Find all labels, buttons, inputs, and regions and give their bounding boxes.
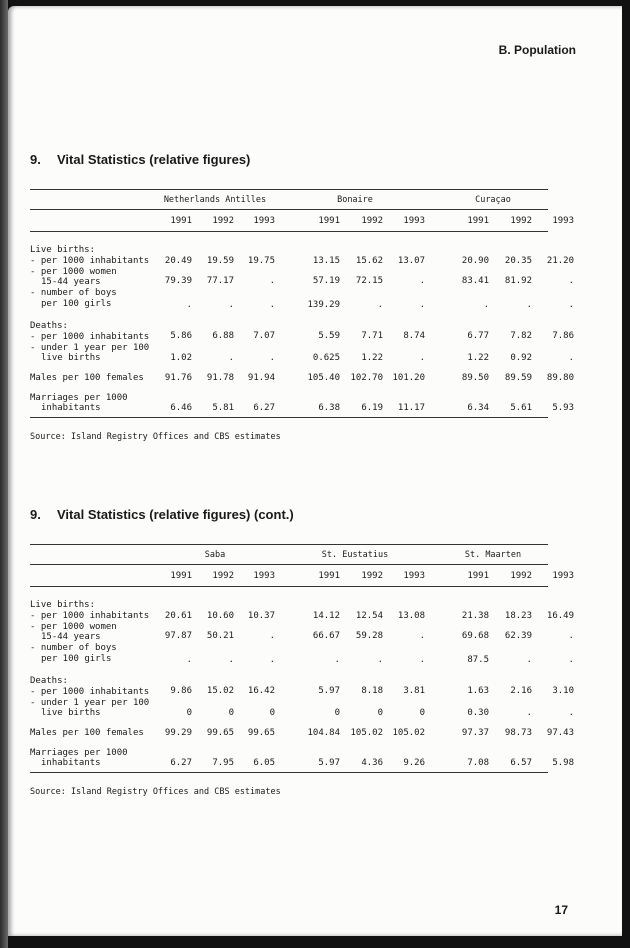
table-cell: 59.28 xyxy=(355,631,383,641)
year-header: 1992 xyxy=(212,571,234,581)
table-cell: 7.07 xyxy=(253,331,275,341)
table-cell: . xyxy=(377,300,383,310)
table-cell: 5.81 xyxy=(212,403,234,413)
table-cell: 6.46 xyxy=(170,403,192,413)
row-label: - per 1000 inhabitants xyxy=(30,332,150,342)
table-cell: 91.94 xyxy=(247,373,275,383)
table-cell: 7.71 xyxy=(361,331,383,341)
table-cell: 0 xyxy=(334,708,340,718)
table-cell: 10.60 xyxy=(206,611,234,621)
table-cell: 98.73 xyxy=(504,728,532,738)
row-label: Males per 100 females xyxy=(30,373,144,383)
row-label: - under 1 year per 100 xyxy=(30,698,150,708)
table-cell: 1.02 xyxy=(170,353,192,363)
table-cell: . xyxy=(568,276,574,286)
table-cell: 6.57 xyxy=(510,758,532,768)
table-cell: . xyxy=(269,300,275,310)
table-cell: . xyxy=(228,353,234,363)
row-label: Marriages per 1000 xyxy=(30,393,128,403)
table-cell: 97.87 xyxy=(164,631,192,641)
table-cell: . xyxy=(419,276,425,286)
table-cell: 6.27 xyxy=(253,403,275,413)
table-title-text: Vital Statistics (relative figures) xyxy=(57,152,251,167)
table-cell: 83.41 xyxy=(461,276,489,286)
table-cell: . xyxy=(186,300,192,310)
table-cell: 5.86 xyxy=(170,331,192,341)
table-cell: 139.29 xyxy=(307,300,340,310)
table-cell: . xyxy=(568,300,574,310)
year-header: 1992 xyxy=(510,571,532,581)
table-cell: 6.88 xyxy=(212,331,234,341)
table-cell: 13.15 xyxy=(312,256,340,266)
table-cell: 1.22 xyxy=(467,353,489,363)
table-cell: . xyxy=(377,655,383,665)
table-cell: 0 xyxy=(186,708,192,718)
table-cell: 3.81 xyxy=(403,686,425,696)
table-cell: 5.97 xyxy=(318,758,340,768)
column-group-header: Saba xyxy=(204,550,226,560)
table-cell: 1.22 xyxy=(361,353,383,363)
table-cell: . xyxy=(526,708,532,718)
table-cell: 19.59 xyxy=(206,256,234,266)
table-cell: 10.37 xyxy=(247,611,275,621)
table-cell: 0.625 xyxy=(312,353,340,363)
page-number: 17 xyxy=(554,903,568,917)
table-cell: . xyxy=(419,300,425,310)
table-bottom-rule xyxy=(30,772,548,773)
column-group-header: St. Eustatius xyxy=(321,550,389,560)
row-label: - under 1 year per 100 xyxy=(30,343,150,353)
table-cell: 21.20 xyxy=(546,256,574,266)
table-cell: . xyxy=(228,655,234,665)
table-cell: 21.38 xyxy=(461,611,489,621)
table-cell: . xyxy=(334,655,340,665)
row-label: - per 1000 inhabitants xyxy=(30,687,150,697)
table-cell: . xyxy=(526,655,532,665)
table-cell: 0 xyxy=(377,708,383,718)
row-label: - per 1000 women xyxy=(30,267,117,277)
header-mid-rule xyxy=(30,564,548,565)
table-cell: . xyxy=(568,353,574,363)
table-cell: 97.37 xyxy=(461,728,489,738)
table-cell: . xyxy=(483,300,489,310)
table-cell: . xyxy=(269,631,275,641)
row-label: - per 1000 inhabitants xyxy=(30,256,150,266)
header-bottom-rule xyxy=(30,586,548,587)
table-cell: 89.59 xyxy=(504,373,532,383)
table-cell: 8.74 xyxy=(403,331,425,341)
table-cell: 20.61 xyxy=(164,611,192,621)
page-binding-edge xyxy=(0,0,8,948)
table-cell: 5.93 xyxy=(552,403,574,413)
year-header: 1992 xyxy=(212,216,234,226)
table-cell: . xyxy=(419,631,425,641)
table-cell: 14.12 xyxy=(312,611,340,621)
table-cell: 16.42 xyxy=(247,686,275,696)
table-cell: . xyxy=(186,655,192,665)
table-top-rule xyxy=(30,544,548,545)
table-cell: 99.29 xyxy=(164,728,192,738)
section-header: B. Population xyxy=(498,43,576,57)
table-cell: 15.02 xyxy=(206,686,234,696)
table-cell: . xyxy=(269,276,275,286)
table-cell: 102.70 xyxy=(350,373,383,383)
table-cell: 9.26 xyxy=(403,758,425,768)
table-cell: . xyxy=(419,655,425,665)
table-cell: 12.54 xyxy=(355,611,383,621)
table-cell: 2.16 xyxy=(510,686,532,696)
table-cell: 104.84 xyxy=(307,728,340,738)
table-cell: 89.50 xyxy=(461,373,489,383)
table-cell: 7.08 xyxy=(467,758,489,768)
year-header: 1991 xyxy=(467,216,489,226)
column-group-header: Netherlands Antilles xyxy=(163,195,267,205)
year-header: 1993 xyxy=(552,571,574,581)
table-cell: 8.18 xyxy=(361,686,383,696)
table-cell: 1.63 xyxy=(467,686,489,696)
table-cell: 99.65 xyxy=(206,728,234,738)
year-header: 1993 xyxy=(403,571,425,581)
table-cell: 9.86 xyxy=(170,686,192,696)
table-cell: . xyxy=(269,655,275,665)
row-label: live births xyxy=(41,353,101,363)
table-cell: 6.27 xyxy=(170,758,192,768)
table-cell: 4.36 xyxy=(361,758,383,768)
table-cell: . xyxy=(568,655,574,665)
row-label: Live births: xyxy=(30,245,96,255)
table-cell: 5.98 xyxy=(552,758,574,768)
table-cell: . xyxy=(228,300,234,310)
year-header: 1993 xyxy=(253,571,275,581)
table-cell: 97.43 xyxy=(546,728,574,738)
table-bottom-rule xyxy=(30,417,548,418)
table-cell: 66.67 xyxy=(312,631,340,641)
year-header: 1991 xyxy=(467,571,489,581)
table-cell: . xyxy=(568,708,574,718)
table-top-rule xyxy=(30,189,548,190)
row-label: - number of boys xyxy=(30,288,117,298)
year-header: 1992 xyxy=(510,216,532,226)
table-cell: 16.49 xyxy=(546,611,574,621)
table-number: 9. xyxy=(30,507,41,522)
year-header: 1992 xyxy=(361,216,383,226)
table-cell: 5.59 xyxy=(318,331,340,341)
year-header: 1991 xyxy=(170,216,192,226)
table-cell: 50.21 xyxy=(206,631,234,641)
row-label: inhabitants xyxy=(41,758,101,768)
table-cell: 15.62 xyxy=(355,256,383,266)
table-cell: . xyxy=(419,353,425,363)
row-label: - number of boys xyxy=(30,643,117,653)
table-cell: 6.77 xyxy=(467,331,489,341)
table-number: 9. xyxy=(30,152,41,167)
row-label: Live births: xyxy=(30,600,96,610)
table-cell: 0 xyxy=(269,708,275,718)
table-cell: 5.61 xyxy=(510,403,532,413)
source-note: Source: Island Registry Offices and CBS estimates xyxy=(30,787,281,797)
header-bottom-rule xyxy=(30,231,548,232)
row-label: per 100 girls xyxy=(41,299,112,309)
table-cell: 3.10 xyxy=(552,686,574,696)
row-label: Males per 100 females xyxy=(30,728,144,738)
year-header: 1993 xyxy=(253,216,275,226)
row-label: 15-44 years xyxy=(41,277,101,287)
table-cell: 7.86 xyxy=(552,331,574,341)
table-cell: 13.08 xyxy=(397,611,425,621)
row-label: Marriages per 1000 xyxy=(30,748,128,758)
year-header: 1991 xyxy=(318,216,340,226)
table-cell: 69.68 xyxy=(461,631,489,641)
table-cell: 105.02 xyxy=(392,728,425,738)
row-label: per 100 girls xyxy=(41,654,112,664)
year-header: 1991 xyxy=(170,571,192,581)
column-group-header: Bonaire xyxy=(337,195,373,205)
table-cell: 0 xyxy=(419,708,425,718)
row-label: - per 1000 women xyxy=(30,622,117,632)
row-label: Deaths: xyxy=(30,321,68,331)
table-cell: 89.80 xyxy=(546,373,574,383)
year-header: 1993 xyxy=(552,216,574,226)
table-cell: 7.95 xyxy=(212,758,234,768)
table-title-text: Vital Statistics (relative figures) (cont.) xyxy=(57,507,294,522)
table-cell: 13.07 xyxy=(397,256,425,266)
table-title xyxy=(30,507,294,522)
table-cell: 81.92 xyxy=(504,276,532,286)
table-cell: 5.97 xyxy=(318,686,340,696)
row-label: Deaths: xyxy=(30,676,68,686)
table-cell: 77.17 xyxy=(206,276,234,286)
table-cell: 11.17 xyxy=(397,403,425,413)
table-cell: 6.34 xyxy=(467,403,489,413)
table-cell: 91.78 xyxy=(206,373,234,383)
column-group-header: St. Maarten xyxy=(464,550,522,560)
table-cell: 57.19 xyxy=(312,276,340,286)
table-cell: 91.76 xyxy=(164,373,192,383)
table-cell: 18.23 xyxy=(504,611,532,621)
table-cell: 19.75 xyxy=(247,256,275,266)
year-header: 1991 xyxy=(318,571,340,581)
row-label: 15-44 years xyxy=(41,632,101,642)
table-title xyxy=(30,152,250,167)
table-cell: 6.05 xyxy=(253,758,275,768)
table-cell: 62.39 xyxy=(504,631,532,641)
table-cell: 105.40 xyxy=(307,373,340,383)
row-label: - per 1000 inhabitants xyxy=(30,611,150,621)
row-label: live births xyxy=(41,708,101,718)
table-cell: 87.5 xyxy=(467,655,489,665)
table-cell: . xyxy=(269,353,275,363)
table-cell: 99.65 xyxy=(247,728,275,738)
table-cell: 6.38 xyxy=(318,403,340,413)
table-cell: 0.92 xyxy=(510,353,532,363)
table-cell: 7.82 xyxy=(510,331,532,341)
year-header: 1992 xyxy=(361,571,383,581)
source-note: Source: Island Registry Offices and CBS estimates xyxy=(30,432,281,442)
table-cell: . xyxy=(568,631,574,641)
table-cell: . xyxy=(526,300,532,310)
table-cell: 6.19 xyxy=(361,403,383,413)
table-cell: 0 xyxy=(228,708,234,718)
year-header: 1993 xyxy=(403,216,425,226)
table-cell: 101.20 xyxy=(392,373,425,383)
table-cell: 20.90 xyxy=(461,256,489,266)
header-mid-rule xyxy=(30,209,548,210)
table-cell: 20.49 xyxy=(164,256,192,266)
table-cell: 0.30 xyxy=(467,708,489,718)
row-label: inhabitants xyxy=(41,403,101,413)
column-group-header: Curaçao xyxy=(475,195,511,205)
table-cell: 72.15 xyxy=(355,276,383,286)
table-cell: 79.39 xyxy=(164,276,192,286)
table-cell: 20.35 xyxy=(504,256,532,266)
table-cell: 105.02 xyxy=(350,728,383,738)
